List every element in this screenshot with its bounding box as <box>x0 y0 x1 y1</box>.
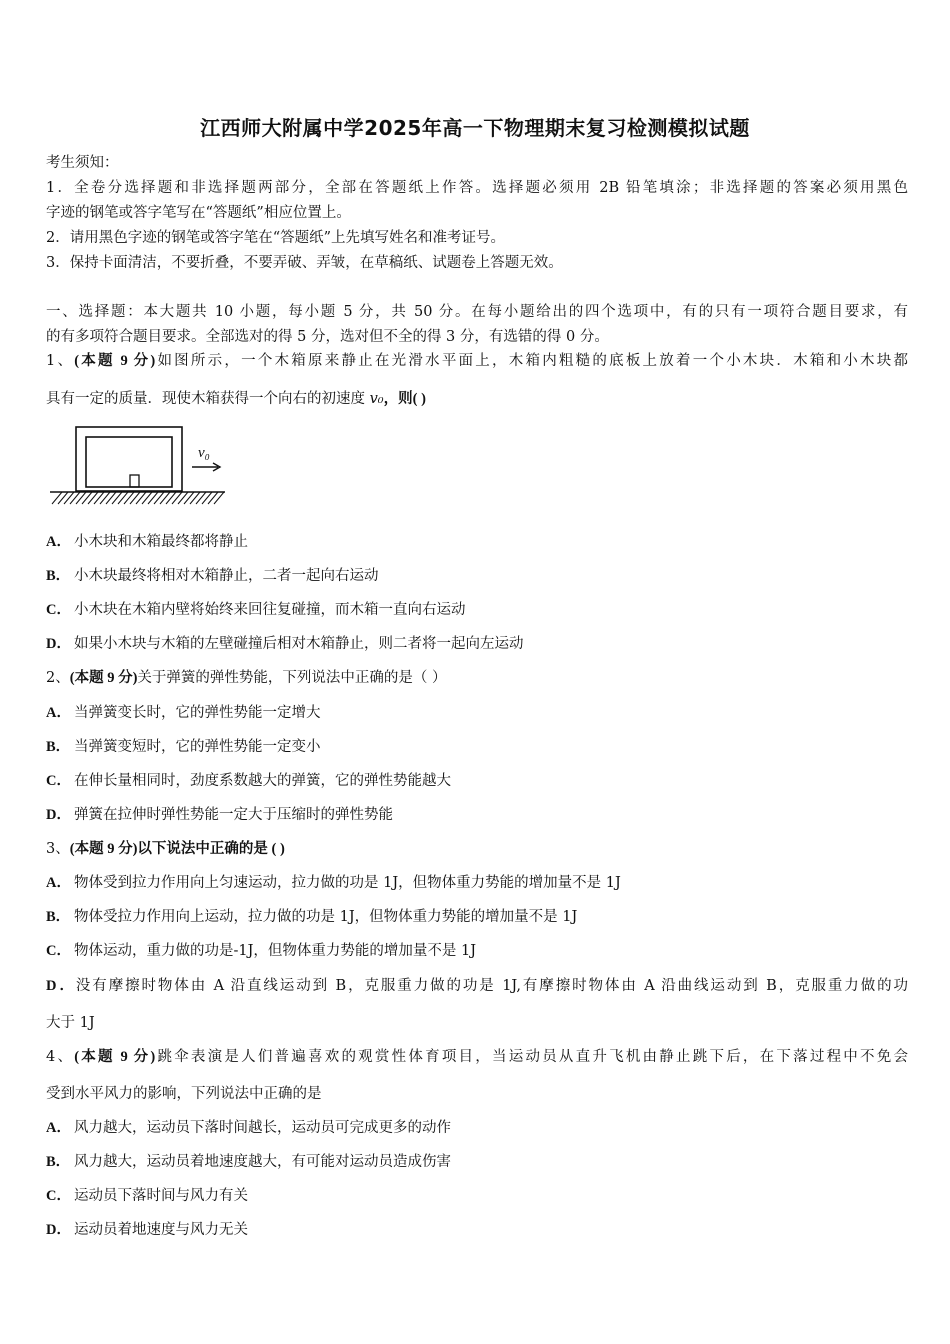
q1-option-a[interactable]: A． 小木块和木箱最终都将静止 <box>46 534 248 550</box>
notice-heading: 考生须知： <box>46 155 119 171</box>
q2-stem-text: 关于弹簧的弹性势能，下列说法中正确的是（ ） <box>137 670 447 686</box>
notice-item-3: 3．保持卡面清洁，不要折叠，不要弄破、弄皱，在草稿纸、试题卷上答题无效。 <box>46 255 563 271</box>
q1-option-b[interactable]: B． 小木块最终将相对木箱静止，二者一起向右运动 <box>46 568 379 584</box>
q2-option-c[interactable]: C． 在伸长量相同时，劲度系数越大的弹簧，它的弹性势能越大 <box>46 773 451 789</box>
q3-number: 3、 <box>46 841 70 857</box>
q1-v0-symbol: v₀ <box>369 391 384 407</box>
q3-tag: (本题 9 分) <box>69 841 138 857</box>
q2-option-b[interactable]: B． 当弹簧变短时，它的弹性势能一定变小 <box>46 739 321 755</box>
q1-stem-line-2 <box>46 389 908 409</box>
q3-stem-text: 以下说法中正确的是 ( ) <box>137 841 285 857</box>
q4-stem-line-1 <box>46 1047 908 1067</box>
page-title: 江西师大附属中学2025年高一下物理期末复习检测模拟试题 <box>200 116 750 140</box>
q3-option-d[interactable]: D．没有摩擦时物体由 A 沿直线运动到 B，克服重力做的功是 1J,有摩擦时物体由 A 沿曲线运动到 B，克服重力做的功 <box>46 978 908 994</box>
ground-hatch <box>52 492 224 504</box>
q2-option-a[interactable]: A． 当弹簧变长时，它的弹性势能一定增大 <box>46 705 321 721</box>
q2-tag: (本题 9 分) <box>69 670 138 686</box>
small-block <box>130 475 139 487</box>
q1-option-d[interactable]: D． 如果小木块与木箱的左壁碰撞后相对木箱静止，则二者将一起向左运动 <box>46 636 524 652</box>
section-intro-line-1: 一、选择题：本大题共 10 小题，每小题 5 分，共 50 分。在每小题给出的四个选项中，有的只有一项符合题目要求，有 <box>46 304 908 320</box>
section-intro-line-2: 的有多项符合题目要求。全部选对的得 5 分，选对但不全的得 3 分，有选错的得 0 分。 <box>46 329 609 345</box>
q3-stem <box>46 839 908 859</box>
q1-number: 1、 <box>46 353 75 369</box>
box-inner <box>86 437 172 487</box>
notice-item-2: 2．请用黑色字迹的钢笔或答字笔在“答题纸”上先填写姓名和准考证号。 <box>46 230 506 246</box>
q2-option-d[interactable]: D． 弹簧在拉伸时弹性势能一定大于压缩时的弹性势能 <box>46 807 393 823</box>
q4-stem-line-2: 受到水平风力的影响，下列说法中正确的是 <box>46 1086 322 1102</box>
q4-option-b[interactable]: B． 风力越大，运动员着地速度越大，有可能对运动员造成伤害 <box>46 1154 451 1170</box>
q1-stem-text-2: 具有一定的质量．现使木箱获得一个向右的初速度 <box>46 391 370 407</box>
q4-stem-text: 跳伞表演是人们普遍喜欢的观赏性体育项目，当运动员从直升飞机由静止跳下后，在下落过程中不免会 <box>155 1049 908 1065</box>
q4-option-d[interactable]: D． 运动员着地速度与风力无关 <box>46 1222 248 1238</box>
q1-tag: (本题 9 分) <box>74 353 156 369</box>
q3-option-c[interactable]: C． 物体运动，重力做的功是-1J，但物体重力势能的增加量不是 1J <box>46 943 477 959</box>
notice-item-1-cont: 字迹的钢笔或答字笔写在“答题纸”相应位置上。 <box>46 205 351 221</box>
q1-box-figure <box>50 425 230 510</box>
q4-tag: (本题 9 分) <box>74 1049 156 1065</box>
q3-option-a[interactable]: A． 物体受到拉力作用向上匀速运动，拉力做的功是 1J，但物体重力势能的增加量不是 1J <box>46 875 621 891</box>
q4-option-a[interactable]: A． 风力越大，运动员下落时间越长，运动员可完成更多的动作 <box>46 1120 451 1136</box>
velocity-label: v₀ <box>198 445 210 461</box>
notice-item-1: 1．全卷分选择题和非选择题两部分，全部在答题纸上作答。选择题必须用 2B 铅笔填涂；非选择题的答案必须用黑色 <box>46 180 908 196</box>
q1-option-c[interactable]: C． 小木块在木箱内壁将始终来回往复碰撞，而木箱一直向右运动 <box>46 602 466 618</box>
q2-stem <box>46 668 908 688</box>
q1-stem-line-1 <box>46 351 908 371</box>
q3-option-b[interactable]: B． 物体受拉力作用向上运动，拉力做的功是 1J，但物体重力势能的增加量不是 1J <box>46 909 578 925</box>
q2-number: 2、 <box>46 670 70 686</box>
q4-option-c[interactable]: C． 运动员下落时间与风力有关 <box>46 1188 248 1204</box>
q1-answer-bracket: ，则( ) <box>383 391 426 407</box>
q4-number: 4、 <box>46 1049 75 1065</box>
q3-option-d-cont: 大于 1J <box>46 1015 95 1031</box>
q1-stem-text: 如图所示，一个木箱原来静止在光滑水平面上，木箱内粗糙的底板上放着一个小木块．木箱和小木块都 <box>155 353 908 369</box>
